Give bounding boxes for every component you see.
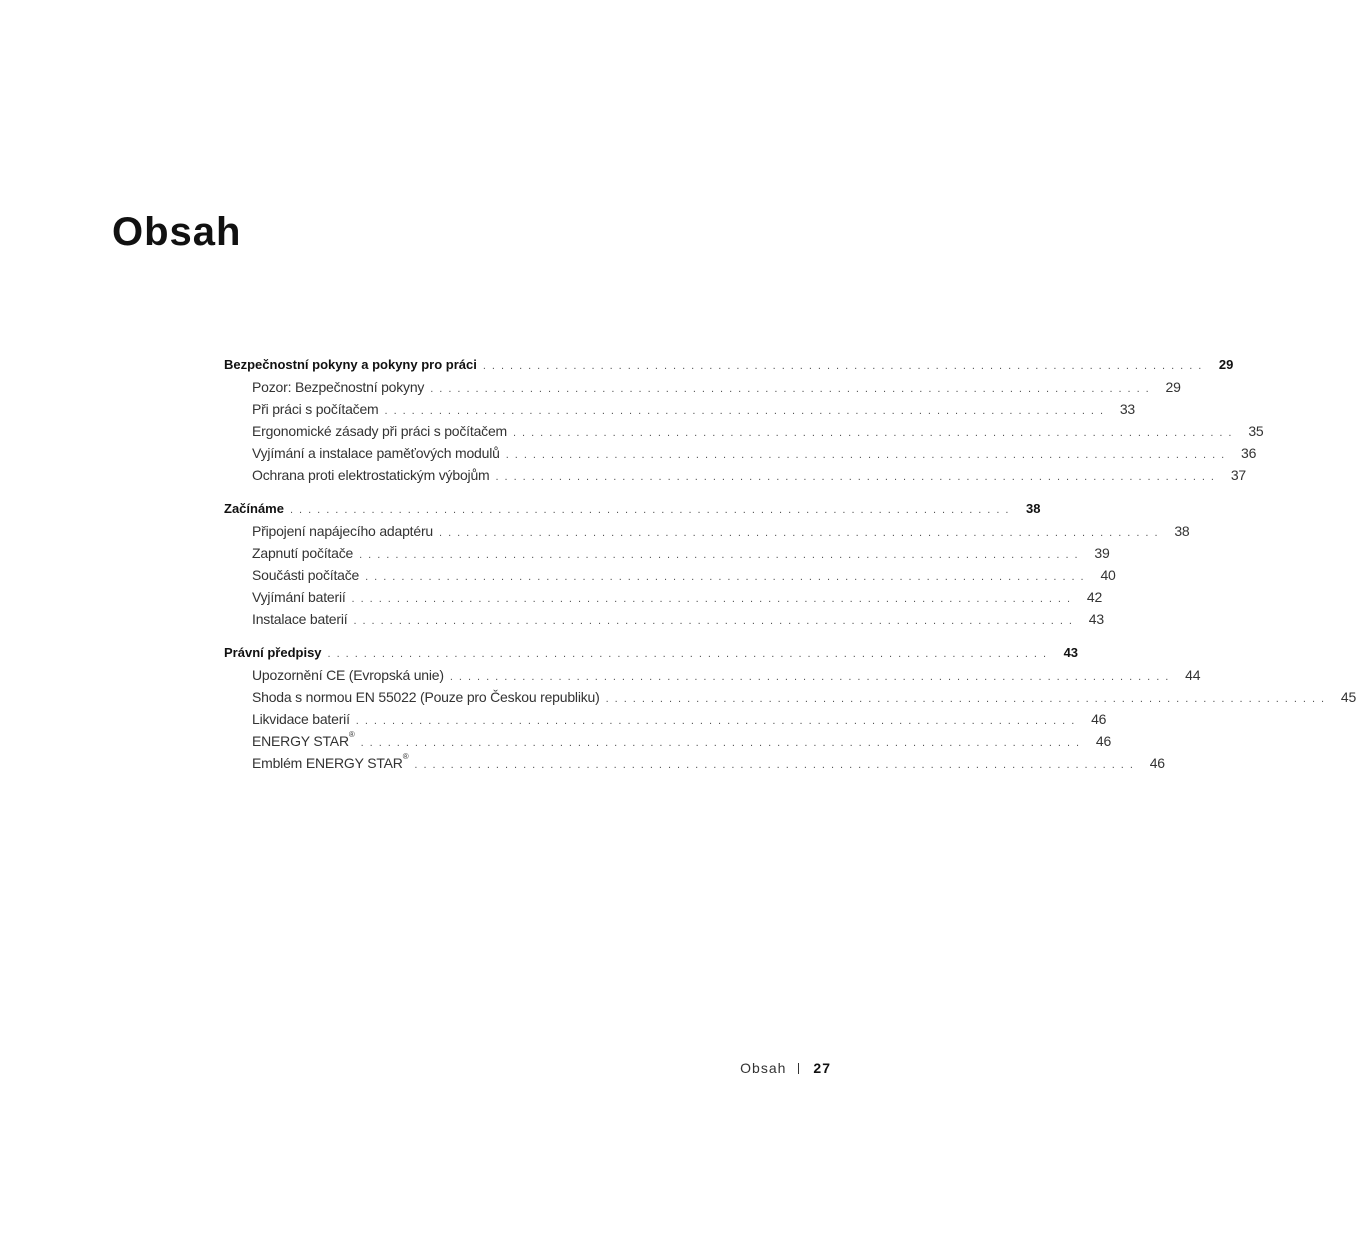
dot-leader: ................................................................................ (414, 759, 1139, 771)
toc-entry[interactable] (224, 442, 1257, 464)
toc-entry[interactable] (224, 686, 1356, 708)
dot-leader: ................................................................................ (353, 615, 1078, 627)
toc-section (224, 642, 1356, 774)
toc-entry-label: Emblém ENERGY STAR (252, 755, 403, 771)
toc-entry[interactable] (224, 564, 1116, 586)
page-title: Obsah (112, 210, 242, 254)
toc-page-number: 43 (1088, 611, 1104, 627)
footer-divider (798, 1063, 799, 1074)
toc-heading-label: Právní předpisy (224, 645, 322, 660)
dot-leader: ................................................................................ (384, 405, 1110, 417)
toc-entry-label-wrap (252, 752, 408, 774)
toc-entry[interactable] (224, 464, 1246, 486)
registered-mark: ® (402, 752, 409, 761)
toc-page-number: 45 (1340, 689, 1356, 705)
dot-leader: ................................................................................ (359, 549, 1084, 561)
dot-leader: ................................................................................ (351, 593, 1077, 605)
dot-leader: ................................................................................ (355, 715, 1081, 727)
toc-page-number: 38 (1174, 523, 1190, 539)
toc-entry[interactable] (224, 730, 1112, 752)
toc-entry-label: Pozor: Bezpečnostní pokyny (252, 379, 425, 395)
toc-page-number: 46 (1091, 711, 1107, 727)
toc-entry-label: Ergonomické zásady při práci s počítačem (252, 423, 507, 439)
toc-page-number: 43 (1063, 645, 1079, 660)
toc-page-number: 37 (1230, 467, 1246, 483)
toc-entry-label: Připojení napájecího adaptéru (252, 523, 434, 539)
dot-leader: ................................................................................ (327, 648, 1053, 660)
toc-entry-label: Likvidace baterií (252, 711, 350, 727)
toc-page-number: 39 (1094, 545, 1110, 561)
toc-page-number: 42 (1086, 589, 1103, 605)
toc-entry-label: Při práci s počítačem (252, 401, 379, 417)
toc-heading-label: Začínáme (224, 501, 284, 516)
toc-page-number: 46 (1095, 733, 1112, 749)
toc-page-number: 29 (1165, 379, 1181, 395)
toc-page-number: 29 (1218, 357, 1234, 372)
table-of-contents (224, 354, 1356, 786)
dot-leader: ................................................................................ (449, 671, 1175, 683)
toc-entry-label: Vyjímání baterií (252, 589, 346, 605)
toc-page-number: 40 (1100, 567, 1116, 583)
dot-leader: ................................................................................ (289, 504, 1015, 516)
toc-page-number: 44 (1185, 667, 1201, 683)
dot-leader: ................................................................................ (365, 571, 1090, 583)
toc-page-number: 35 (1248, 423, 1264, 439)
toc-page-number: 38 (1026, 501, 1041, 516)
toc-entry-label-wrap (252, 730, 355, 752)
toc-section (224, 498, 1190, 630)
dot-leader: ................................................................................ (360, 737, 1086, 749)
dot-leader: ................................................................................ (439, 527, 1164, 539)
toc-entry-label: Vyjímání a instalace paměťových modulů (252, 445, 500, 461)
toc-entry[interactable] (224, 708, 1107, 730)
dot-leader: ................................................................................ (430, 383, 1155, 395)
registered-mark: ® (348, 730, 355, 739)
toc-page-number: 46 (1149, 755, 1165, 771)
toc-entry[interactable] (224, 520, 1190, 542)
toc-page-number: 33 (1119, 401, 1136, 417)
toc-entry[interactable] (224, 752, 1165, 774)
toc-entry-label: Instalace baterií (252, 611, 348, 627)
toc-heading[interactable] (224, 642, 1079, 664)
toc-section (224, 354, 1264, 486)
toc-heading[interactable] (224, 498, 1041, 520)
footer-section-name: Obsah (740, 1060, 787, 1076)
toc-entry-label: Zapnutí počítače (252, 545, 354, 561)
dot-leader: ................................................................................ (605, 693, 1331, 705)
toc-entry[interactable] (224, 664, 1201, 686)
toc-entry-label: Součásti počítače (252, 567, 360, 583)
toc-entry-label: Ochrana proti elektrostatickým výbojům (252, 467, 490, 483)
toc-heading[interactable] (224, 354, 1234, 376)
dot-leader: ................................................................................ (482, 360, 1208, 372)
dot-leader: ................................................................................ (513, 427, 1238, 439)
toc-entry[interactable] (224, 398, 1136, 420)
toc-page-number: 36 (1241, 445, 1257, 461)
toc-entry[interactable] (224, 608, 1104, 630)
toc-entry-label: Upozornění CE (Evropská unie) (252, 667, 444, 683)
toc-entry-label: ENERGY STAR (252, 733, 349, 749)
toc-entry-label: Shoda s normou EN 55022 (Pouze pro Českou republiku) (252, 689, 600, 705)
toc-entry[interactable] (224, 376, 1181, 398)
toc-heading-label: Bezpečnostní pokyny a pokyny pro práci (224, 357, 477, 372)
dot-leader: ................................................................................ (495, 471, 1220, 483)
footer-page-number: 27 (813, 1060, 831, 1076)
dot-leader: ................................................................................ (505, 449, 1231, 461)
toc-entry[interactable] (224, 586, 1103, 608)
page-footer (740, 1060, 831, 1076)
toc-entry[interactable] (224, 542, 1110, 564)
toc-entry[interactable] (224, 420, 1264, 442)
